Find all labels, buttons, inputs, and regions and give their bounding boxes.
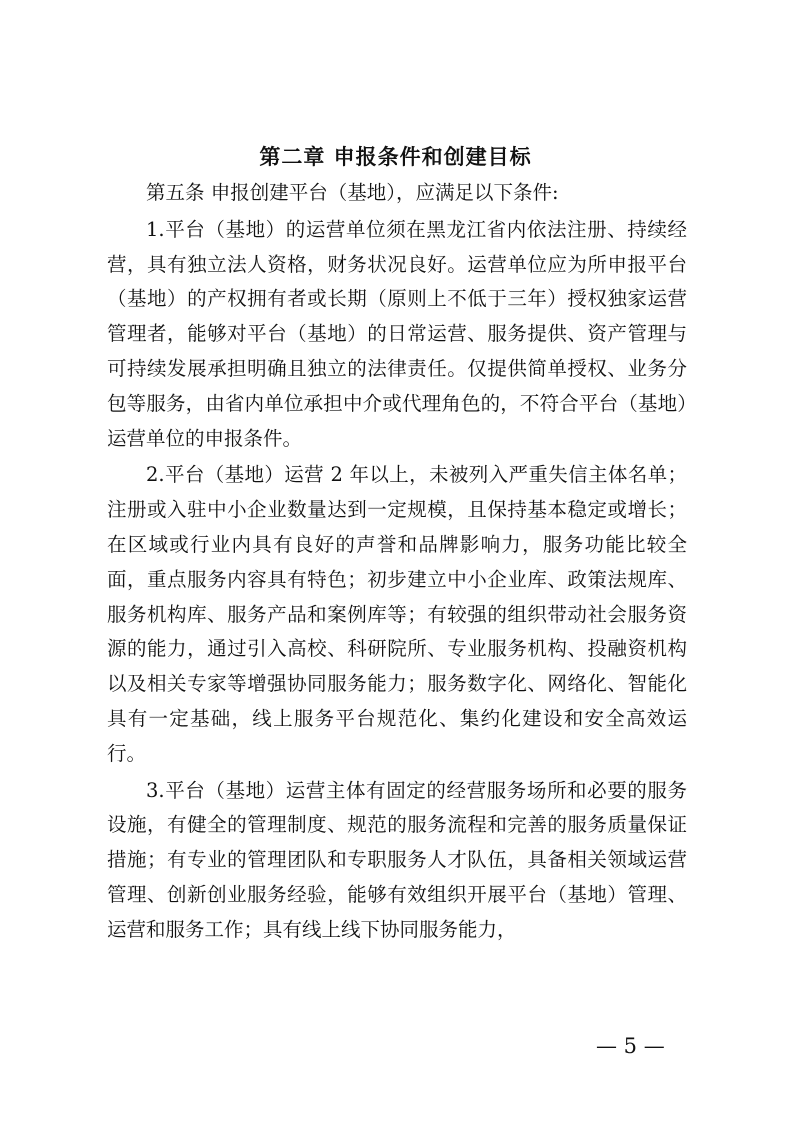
paragraph-article-5: 第五条 申报创建平台（基地），应满足以下条件:	[146, 181, 559, 204]
chapter-title: 第二章 申报条件和创建目标	[259, 145, 532, 169]
paragraph-condition-1: 1.平台（基地）的运营单位须在黑龙江省内依法注册、持续经营，具有独立法人资格，财务状况良好。运营单位应为所申报平台（基地）的产权拥有者或长期（原则上不低于三年）授权独家运营管理者，能够对平台（基地）的日常运营、服务提供、资产管理与可持续发展承担明确且独立的法律责任。仅提供简单授权、业务分包等服务，由省内单位承担中介或代理角色的，不符合平台（基地）运营单位的申报条件。	[107, 217, 687, 450]
body-text	[107, 176, 687, 948]
paragraph-condition-3: 3.平台（基地）运营主体有固定的经营服务场所和必要的服务设施，有健全的管理制度、规范的服务流程和完善的服务质量保证措施；有专业的管理团队和专职服务人才队伍，具备相关领域运营管理、创新创业服务经验，能够有效组织开展平台（基地）管理、运营和服务工作；具有线上线下协同服务能力，	[107, 778, 687, 941]
paragraph-condition-2: 2.平台（基地）运营 2 年以上，未被列入严重失信主体名单；注册或入驻中小企业数量达到一定规模，且保持基本稳定或增长；在区域或行业内具有良好的声誉和品牌影响力，服务功能比较全面，重点服务内容具有特色；初步建立中小企业库、政策法规库、服务机构库、服务产品和案例库等；有较强的组织带动社会服务资源的能力，通过引入高校、科研院所、专业服务机构、投融资机构以及相关专家等增强协同服务能力；服务数字化、网络化、智能化具有一定基础，线上服务平台规范化、集约化建设和安全高效运行。	[107, 463, 687, 765]
page-number: — 5 —	[596, 1034, 665, 1058]
